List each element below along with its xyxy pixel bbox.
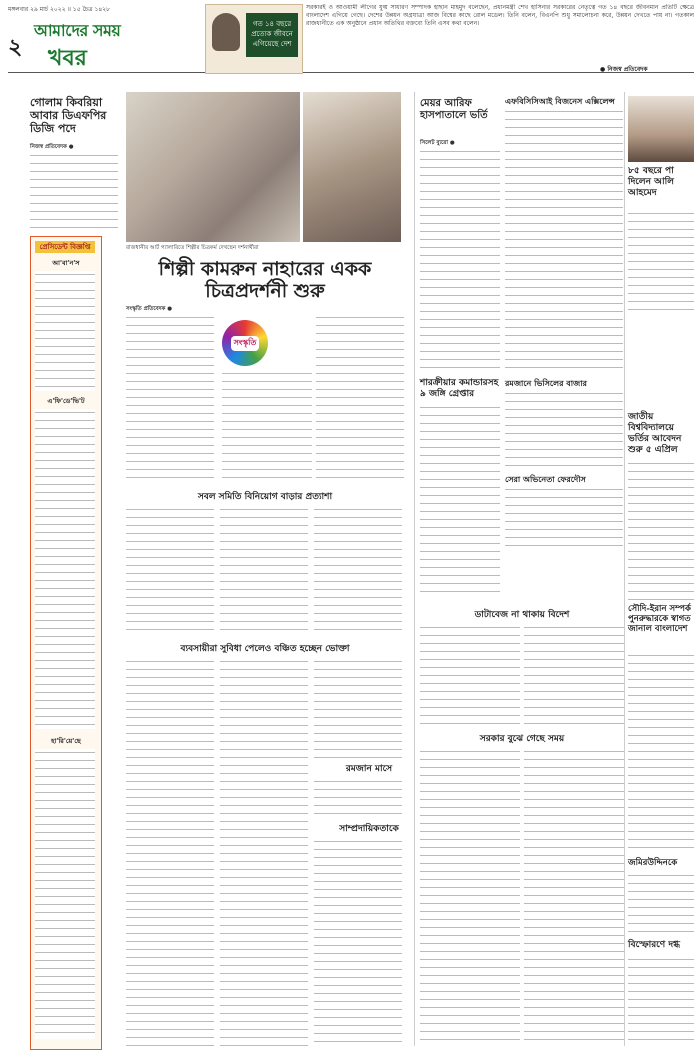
classified-box [30,236,102,1050]
sarkar-headline: সরকার বুঝে গেছে সময় [479,734,565,744]
classified-text-3 [35,749,95,1039]
column-divider-2 [624,92,625,1046]
exhibition-byline: সংস্কৃতি প্রতিবেদক ● [126,306,173,312]
sanskriti-badge [222,320,268,366]
saudi-headline: সৌদি-ইরান সম্পর্ক পুনরুদ্ধারকে স্বাগত জানাল বাংলাদেশ [628,604,691,634]
promo-box [205,4,303,74]
top-story-text: সরকারই ও আওয়ামী লীগের যুগ্ম সাধারণ সম্পাদক হাছান মাহমুদ বলেছেন, প্রধানমন্ত্রী শেখ হাসিনার সরকারের নেতৃত্বে গত ১৪ বছরে জীবনমান প্রতিটি ক্ষেত্রে বাংলাদেশ এগিয়ে গেছে। দেশের উন্নয়ন অগ্রযাত্রা আজ বিশ্বের কাছে রোল মডেল। তিনি বলেন, বিএনপি শুধু সমালোচনা করে, উন্নয়ন দেখতে পায় না। গতকাল রাজধানীতে এক অনুষ্ঠানে প্রধান অতিথির বক্তব্যে তিনি এসব কথা বলেন। [306,4,694,27]
byabsay-body-3 [314,658,402,758]
sarkar-body-2 [524,748,624,1046]
sobol-body-1 [126,506,214,636]
meyor-headline: মেয়র আরিফ হাসপাতালে ভর্তি [420,98,488,121]
ramadan-vat-body [505,390,623,470]
exhibition-photo-2 [303,92,401,242]
page-number: ২ [8,35,23,60]
jami-body [628,872,694,932]
ali-portrait [628,96,694,162]
byabsay-headline: ব্যবসায়ীরা সুবিধা পেলেও বঞ্চিত হচ্ছেন ভোক্তা [180,644,350,654]
bisphoron-headline: বিস্ফোরণে দগ্ধ [628,940,680,950]
dvrag-body-2 [524,624,624,724]
exhibition-headline: শিল্পী কামরুন নাহারের একক চিত্রপ্রদর্শনী শুরু [158,258,372,302]
masthead-rule [8,72,694,73]
best-actress-body [505,486,623,546]
meyor-byline: সিলেট ব্যুরো ● [420,140,455,146]
jatiya-body [628,460,694,600]
byabsay-body-1 [126,658,214,1046]
logo-line2: খবর [48,46,87,71]
sobol-body-2 [220,506,308,636]
sharsha-body [420,404,500,594]
sharsha-headline: শারক্রীয়ার কমান্ডারসহ ৯ জঙ্গি গ্রেপ্তার [420,378,499,399]
ramadan-vat-headline: রমজানে ভিসিলের বাজার [505,378,587,388]
exhibition-caption: রাজধানীর আর্ট গ্যালারিতে শিল্পীর চিত্রকর্ম দেখছেন দর্শনার্থীরা [126,245,259,251]
byabsay-body-2 [220,658,308,1046]
golam-headline: গোলাম কিবরিয়া আবার ডিএফপির ডিজি পদে [30,96,107,135]
ali-body [628,210,694,316]
sarkar-body-1 [420,748,520,1046]
golam-body [30,152,118,232]
classified-text-1 [35,271,95,391]
sampradayik-headline: সাম্প্রদায়িকতাকে [339,824,399,834]
golam-byline: নিজস্ব প্রতিবেদক ● [30,144,74,150]
promo-text: গত ১৪ বছরে প্রত্যেক জীবনে এগিয়েছে দেশ [246,13,298,57]
top-story-byline: ● নিজস্ব প্রতিবেদক [600,66,648,73]
ramadan-headline: রমজান মাসে [345,764,393,774]
dvrag-headline: ডাটাবেজ না থাকায় বিদেশ [474,610,570,620]
classified-section-3: হা'রি'য়ে'ছে [51,737,81,745]
bisphoron-body [628,956,694,1046]
ramadan-body [314,778,402,818]
jatiya-headline: জাতীয় বিশ্ববিদ্যালয়ে ভর্তির আবেদন শুরু ৫ এপ্রিল [628,412,682,455]
column-divider-1 [414,92,415,1046]
meyor-body [420,148,500,374]
fbci-headline: এফবিসিসিআই বিজনেস এক্সিলেন্স [505,96,615,106]
sobol-body-3 [314,506,402,636]
exhibition-photo-1 [126,92,300,242]
logo-line1: আমাদের সময় [34,21,121,40]
dateline: মঙ্গলবার ২৯ মার্চ ২০২২ ॥ ১৫ চৈত্র ১৪২৮ [8,6,111,13]
promo-portrait [212,13,240,51]
newspaper-logo [34,18,154,71]
sanskriti-label: সংস্কৃতি [231,336,260,351]
classified-text-2 [35,409,95,729]
best-actress-headline: সেরা অভিনেতা ফেরদৌস [505,474,586,484]
ali-headline: ৮৫ বছরে পা দিলেন আলি আহমেদ [628,166,674,198]
classified-section-1: আ'বা'ন'স [52,259,80,267]
sampradayik-body [314,838,402,1046]
exhibition-body-3 [316,314,404,484]
exhibition-body-2 [222,370,312,484]
fbci-body [505,108,623,374]
dvrag-body-1 [420,624,520,724]
sobol-headline: সবল সমিতি বিনিয়োগ বাড়ার প্রত্যাশা [197,492,333,502]
exhibition-body-1 [126,314,214,484]
classified-section-2: এ'ফি'ডে'ভি'ট [47,397,85,405]
saudi-body [628,652,694,852]
jami-headline: জমিরউদ্দিনকে [628,858,678,868]
classified-title: প্রেসিডেন্ট বিজ্ঞপ্তি [35,241,95,253]
